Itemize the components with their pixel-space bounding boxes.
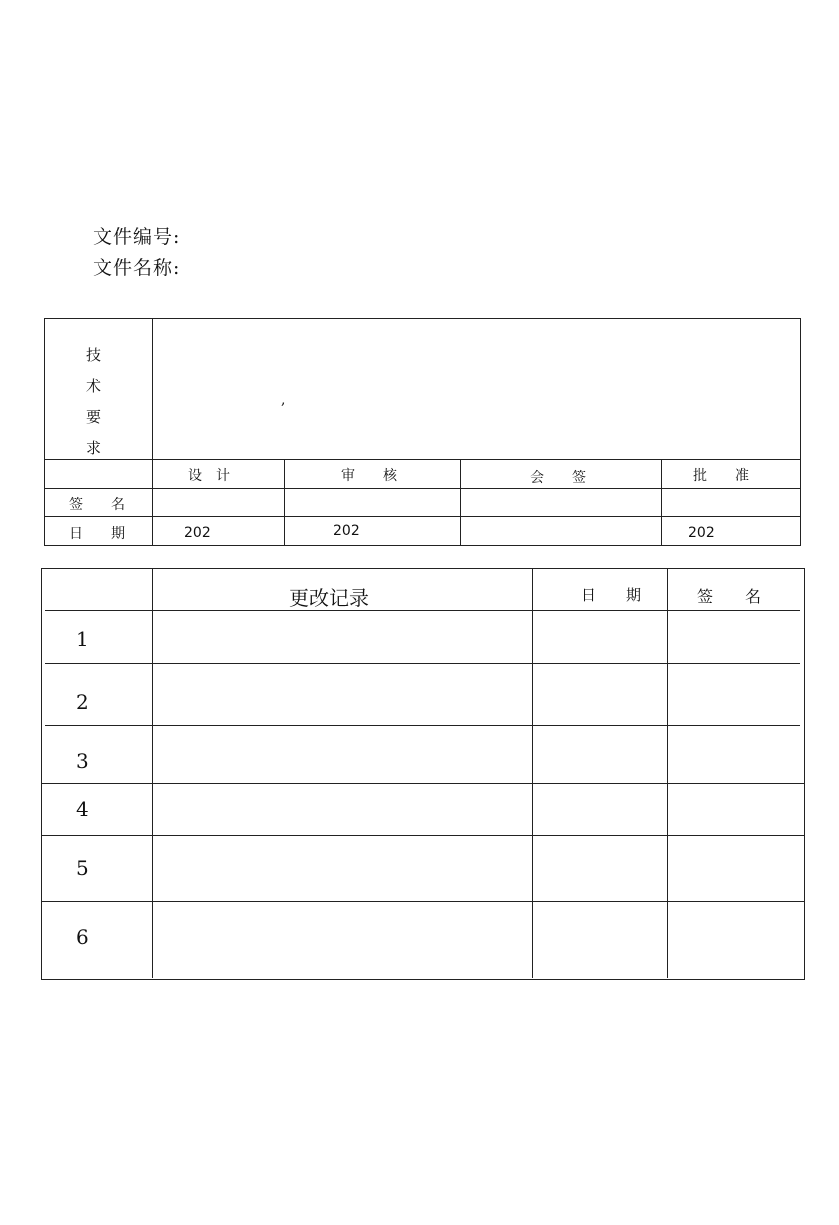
- table-row-divider: [45, 610, 800, 611]
- review-date: 202: [333, 523, 360, 539]
- table-col-divider: [284, 459, 285, 546]
- table-border-left: [44, 318, 45, 546]
- row-number: 5: [76, 856, 89, 880]
- row-number: 3: [76, 749, 89, 773]
- table-col-divider: [152, 318, 153, 546]
- table-border-left: [41, 568, 42, 980]
- row-number: 1: [76, 627, 89, 651]
- table-col-divider: [661, 459, 662, 546]
- table-col-divider: [152, 568, 153, 978]
- approve-header: 批 准: [693, 468, 749, 484]
- design-date: 202: [184, 525, 211, 541]
- table-border-bottom: [41, 979, 804, 980]
- tech-req-char: 技: [86, 346, 102, 364]
- table-border-bottom: [44, 545, 801, 546]
- tech-req-char: 求: [86, 439, 102, 457]
- table-col-divider: [532, 568, 533, 978]
- change-sign-header: 签 名: [697, 587, 762, 606]
- sign-label: 签 名: [69, 497, 125, 513]
- table-col-divider: [460, 459, 461, 546]
- table-border-right: [804, 568, 805, 980]
- tech-req-char: 术: [86, 377, 102, 395]
- design-header: 设 计: [188, 468, 230, 484]
- tech-req-char: 要: [86, 408, 102, 426]
- change-date-header: 日 期: [581, 586, 642, 604]
- table-row-divider: [41, 901, 804, 902]
- file-number-label: 文件编号:: [93, 226, 181, 248]
- table-col-divider: [667, 568, 668, 978]
- date-label: 日 期: [69, 526, 125, 542]
- approve-date: 202: [688, 525, 715, 541]
- file-name-label: 文件名称:: [93, 257, 181, 279]
- table-row-divider: [44, 488, 801, 489]
- change-record-title: 更改记录: [289, 586, 369, 610]
- review-header: 审 核: [341, 468, 397, 484]
- comma-mark: ,: [281, 392, 286, 408]
- table-border-top: [44, 318, 801, 319]
- row-number: 2: [76, 690, 89, 714]
- table-row-divider: [45, 663, 800, 664]
- countersign-header: 会 签: [530, 470, 586, 486]
- row-number: 6: [76, 925, 89, 949]
- table-border-top: [41, 568, 804, 569]
- table-row-divider: [41, 835, 804, 836]
- table-row-divider: [44, 459, 801, 460]
- row-number: 4: [76, 797, 89, 821]
- table-border-right: [800, 318, 801, 546]
- table-row-divider: [41, 783, 804, 784]
- table-row-divider: [44, 516, 801, 517]
- table-row-divider: [45, 725, 800, 726]
